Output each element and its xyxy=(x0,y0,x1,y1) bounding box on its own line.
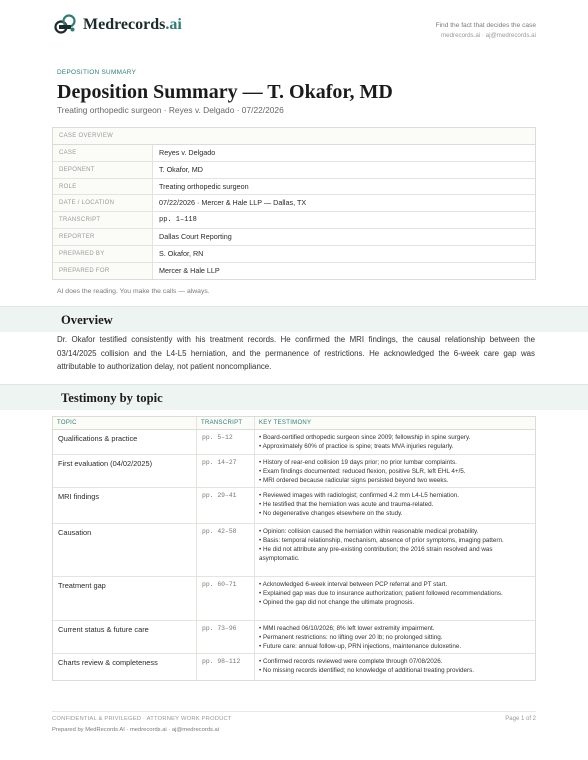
column-header-key-testimony: KEY TESTIMONY xyxy=(259,420,312,426)
case-overview-row: PREPARED BY S. Okafor, RN xyxy=(53,246,535,263)
column-header-topic: TOPIC xyxy=(53,417,197,429)
document-type-label: DEPOSITION SUMMARY xyxy=(57,69,137,76)
case-overview-row: TRANSCRIPT pp. 1–118 xyxy=(53,212,535,229)
testimony-heading: Testimony by topic xyxy=(61,391,163,405)
overview-heading: Overview xyxy=(61,313,113,327)
testimony-table-header xyxy=(53,417,535,430)
case-overview-row: CASE Reyes v. Delgado xyxy=(53,145,535,162)
table-row: Charts review & completeness pp. 98–112 • Confirmed records reviewed were complete through 07/08/2026. • No missing records identified; no knowledge of additional treating providers. xyxy=(53,654,535,680)
footer-prepared-by: Prepared by MedRecords AI · medrecords.ai · aj@medrecords.ai xyxy=(52,727,219,733)
table-row: Current status & future care pp. 73–96 • MMI reached 06/10/2026; 8% left lower extremity impairment. • Permanent restrictions: no lifting over 20 lb; no prolonged sitting. • Future care: annual follow-up, PRN injections, maintenance duloxetine. xyxy=(53,621,535,654)
case-overview-row: PREPARED FOR Mercer & Hale LLP xyxy=(53,263,535,280)
case-overview-row: DATE / LOCATION 07/22/2026 · Mercer & Hale LLP — Dallas, TX xyxy=(53,195,535,212)
case-overview-heading: CASE OVERVIEW xyxy=(53,128,535,145)
ai-disclaimer-note: AI does the reading. You make the calls — always. xyxy=(57,288,210,295)
case-overview-row: DEPONENT T. Okafor, MD xyxy=(53,162,535,179)
medrecords-logo-icon xyxy=(52,12,78,38)
page-number: Page 1 of 2 xyxy=(505,716,536,722)
brand xyxy=(52,12,182,38)
page-subtitle: Treating orthopedic surgeon · Reyes v. Delgado · 07/22/2026 xyxy=(57,105,284,115)
tagline: Find the fact that decides the case xyxy=(435,22,536,29)
case-overview-table xyxy=(52,127,536,280)
case-overview-row: ROLE Treating orthopedic surgeon xyxy=(53,179,535,196)
overview-text: Dr. Okafor testified consistently with his treatment records. He confirmed the MRI findings, the causal relationship between the 03/14/2025 collision and the L4-L5 herniation, and the permanence of restrictions. He acknowledged the 6-week care gap was attributable to authorization delay, not patient noncompliance. xyxy=(57,335,535,372)
footer-divider xyxy=(52,711,536,712)
brand-name: Medrecords.ai xyxy=(83,16,182,33)
table-row: First evaluation (04/02/2025) pp. 14–27 • History of rear-end collision 19 days prior; no prior lumbar complaints. • Exam findings documented: reduced flexion, positive SLR, left EHL 4+/5. • MRI ordered because radicular signs persisted beyond two weeks. xyxy=(53,455,535,488)
table-row: MRI findings pp. 29–41 • Reviewed images with radiologist; confirmed 4.2 mm L4-L5 herniation. • He testified that the herniation was acute and trauma-related. • No degenerative changes elsewhere on the study. xyxy=(53,488,535,524)
table-row: Treatment gap pp. 60–71 • Acknowledged 6-week interval between PCP referral and PT start. • Explained gap was due to insurance authorization; patient followed recommendations. • Opined the gap did not change the ultimate prognosis. xyxy=(53,577,535,621)
table-row: Qualifications & practice pp. 5–12 • Board-certified orthopedic surgeon since 2009; fellowship in spine surgery. • Approximately 60% of practice is spine; treats MVA injuries regularly. xyxy=(53,430,535,455)
table-row: Causation pp. 42–58 • Opinion: collision caused the herniation within reasonable medical probability. • Basis: temporal relationship, mechanism, absence of prior symptoms, imaging pattern. • He did not attribute any pre-existing contribution; the 2016 strain resolved and was asymptomatic. xyxy=(53,524,535,577)
header-contact: medrecords.ai · aj@medrecords.ai xyxy=(440,32,536,39)
case-overview-row: REPORTER Dallas Court Reporting xyxy=(53,229,535,246)
column-header-transcript: TRANSCRIPT xyxy=(197,417,255,429)
confidentiality-notice: CONFIDENTIAL & PRIVILEGED · ATTORNEY WORK PRODUCT xyxy=(52,716,232,722)
page-title: Deposition Summary — T. Okafor, MD xyxy=(57,81,393,103)
testimony-table xyxy=(52,416,536,681)
page-header xyxy=(52,12,536,46)
